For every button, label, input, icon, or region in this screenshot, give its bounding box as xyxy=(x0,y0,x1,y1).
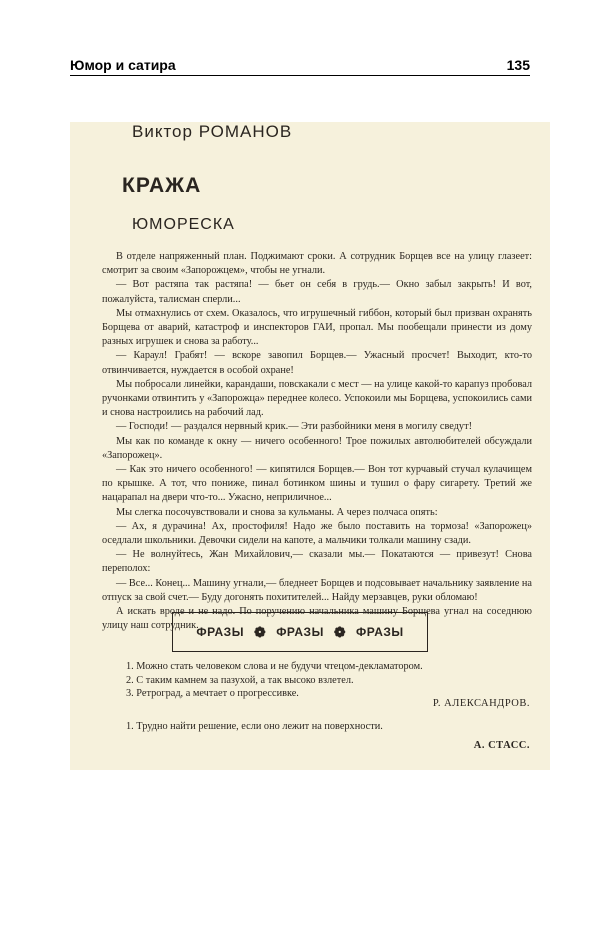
phrase-item: 1. Трудно найти решение, если оно лежит на поверхности. xyxy=(126,721,383,732)
story-paragraph: — Как это ничего особенного! — кипятился Борщев.— Вон тот курчавый стучал кулачищем по крышке. А тот, что пониже, пинал ботинком шины и тушил о фару сигарету. Третий же нацарапал на двери что-то... Ужасно, неприличное... xyxy=(102,464,532,504)
rosette-icon: ❁ xyxy=(333,624,347,640)
story-paragraph: Мы слегка посочувствовали и снова за кульманы. А через полчаса опять: xyxy=(116,506,438,518)
phrases-list-2 xyxy=(126,720,383,734)
phrases-label: ФРАЗЫ xyxy=(276,625,324,639)
phrase-item: 3. Ретроград, а мечтает о прогрессивке. xyxy=(126,688,299,699)
phrases-signature-1: Р. АЛЕКСАНДРОВ. xyxy=(432,698,530,709)
page-number: 135 xyxy=(506,57,530,73)
story-paragraph: — Все... Конец... Машину угнали,— бледнеет Борщев и подсовывает начальнику заявление на отпуск за свой счет.— Буду догонять похитителей... Найду мерзавцев, руки обломаю! xyxy=(102,577,532,603)
rosette-icon: ❁ xyxy=(253,624,267,640)
story-paragraph: — Вот растяпа так растяпа! — бьет он себя в грудь.— Окно забыл закрыть! И вот, пожалуйста, талисман сперли... xyxy=(102,279,532,305)
section-title: Юмор и сатира xyxy=(70,57,176,73)
article-subtitle: ЮМОРЕСКА xyxy=(132,216,235,233)
story-paragraph: А искать вроде и не надо. По поручению начальника машину Борщева угнал на соседнюю улицу наш сотрудник. xyxy=(102,606,532,632)
article-author: Виктор РОМАНОВ xyxy=(132,122,293,141)
story-paragraph: — Ах, я дурачина! Ах, простофиля! Надо же было поставить на тормоза! «Запорожец» оседлали школьники. Девочки сидели на капоте, а мальчики толкали машину сзади. xyxy=(102,520,532,547)
story-body xyxy=(102,250,532,633)
scanned-page xyxy=(70,122,550,770)
story-paragraph: Мы отмахнулись от схем. Оказалось, что игрушечный гиббон, который был призван охранять Борщева от аварий, катастроф и инспекторов ГАИ, пропал. Мы пообещали принести из дому разных игрушек и снова за работу... xyxy=(102,307,532,348)
article-title: КРАЖА xyxy=(122,174,202,197)
story-paragraph: Мы как по команде к окну — ничего особенного! Трое пожилых автолюбителей обсуждали «Запорожец». xyxy=(102,435,532,461)
phrase-item: 1. Можно стать человеком слова и не будучи чтецом-декламатором. xyxy=(126,661,423,672)
phrases-label: ФРАЗЫ xyxy=(356,625,404,639)
story-paragraph: В отделе напряженный план. Поджимают сроки. А сотрудник Борщев все на улицу глазеет: смотрит за своим «Запорожцем», чтобы не угнали. xyxy=(102,251,532,277)
story-paragraph: Мы побросали линейки, карандаши, повскакали с мест — на улице какой-то карапуз пробовал ручонками отвинтить у «Запорожца» переднее колесо. Успокоили мы Борщева, успокоились сами и снова настроились на рабочий лад. xyxy=(102,378,532,419)
story-paragraph: — Караул! Грабят! — вскоре завопил Борщев.— Ужасный просчет! Выходит, кто-то отвинчивается, нуждается в особой охране! xyxy=(102,350,532,376)
story-paragraph: — Господи! — раздался нервный крик.— Эти разбойники меня в могилу сведут! xyxy=(116,421,473,433)
phrases-signature-2: А. СТАСС. xyxy=(473,740,530,751)
header-divider xyxy=(70,75,530,76)
phrase-item: 2. С таким камнем за пазухой, а так высоко взлетел. xyxy=(126,674,354,686)
phrases-banner xyxy=(172,612,428,652)
phrases-label: ФРАЗЫ xyxy=(196,625,244,639)
phrases-list-1 xyxy=(126,660,526,701)
story-paragraph: — Не волнуйтесь, Жан Михайлович,— сказали мы.— Покатаются — привезут! Снова переполох: xyxy=(102,549,532,575)
